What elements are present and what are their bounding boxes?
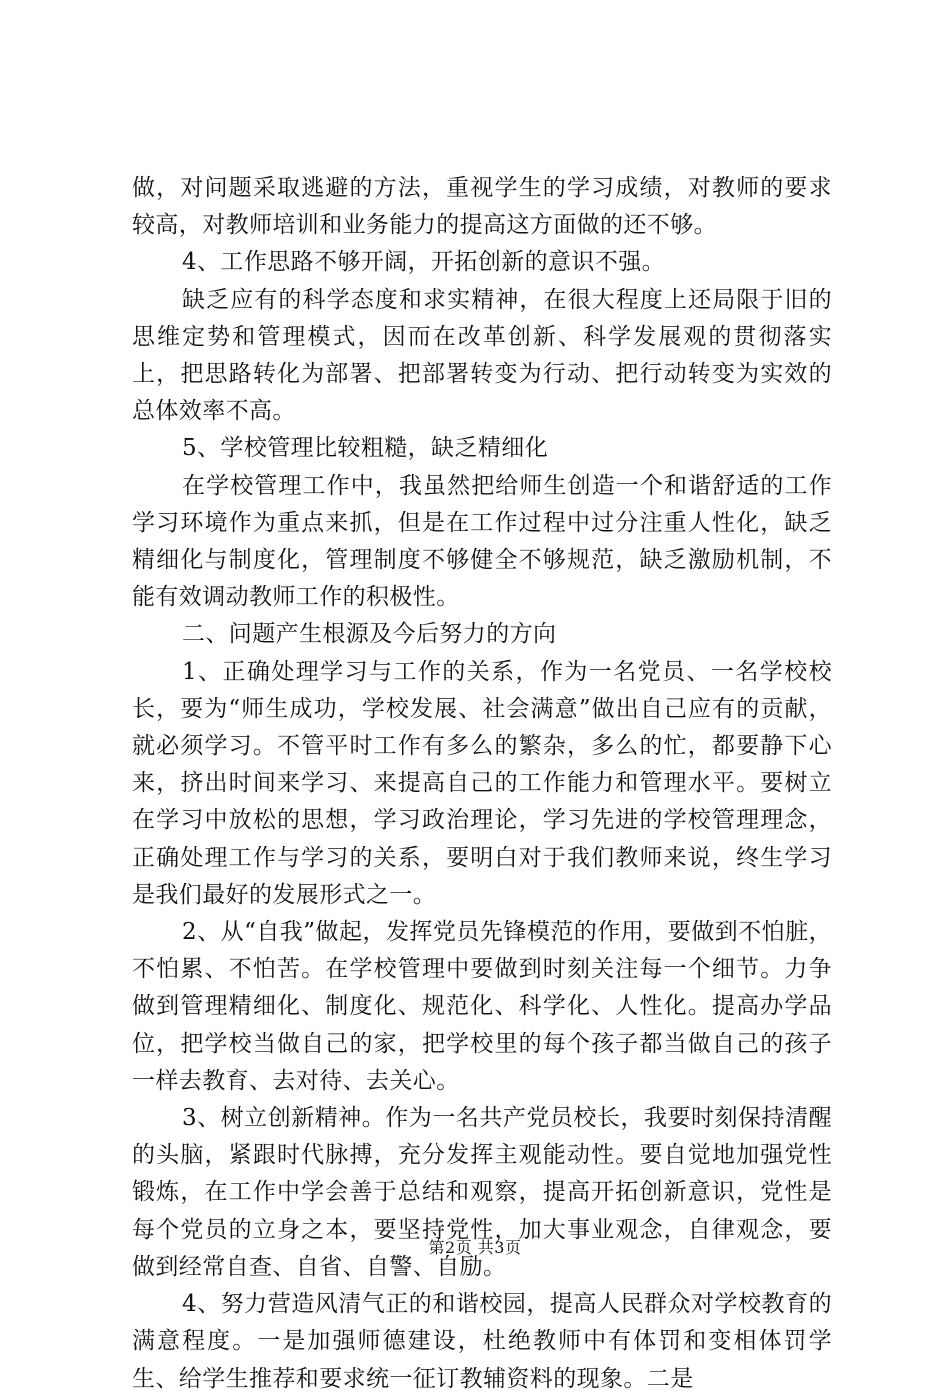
- paragraph-1: 做，对问题采取逃避的方法，重视学生的学习成绩，对教师的要求较高，对教师培训和业务能力的提高这方面做的还不够。: [132, 175, 832, 239]
- paragraph-10: 4、努力营造风清气正的和谐校园，提高人民群众对学校教育的满意程度。一是加强师德建设，杜绝教师中有体罚和变相体罚学生、给学生推荐和要求统一征订教辅资料的现象。二是: [132, 1291, 832, 1392]
- paragraph-2-heading: 4、工作思路不够开阔，开拓创新的意识不强。: [182, 249, 666, 276]
- paragraph-3: 缺乏应有的科学态度和求实精神，在很大程度上还局限于旧的思维定势和管理模式，因而在改革创新、科学发展观的贯彻落实上，把思路转化为部署、把部署转变为行动、把行动转变为实效的总体效率不高。: [132, 286, 832, 425]
- document-body: [132, 170, 832, 1398]
- paragraph-9: 3、树立创新精神。作为一名共产党员校长，我要时刻保持清醒的头脑，紧跟时代脉搏，充分发挥主观能动性。要自觉地加强党性锻炼，在工作中学会善于总结和观察，提高开拓创新意识，党性是每个党员的立身之本，要坚持党性，加大事业观念，自律观念，要做到经常自查、自省、自警、自励。: [132, 1105, 832, 1280]
- paragraph-7: 1、正确处理学习与工作的关系，作为一名党员、一名学校校长，要为“师生成功，学校发展、社会满意”做出自己应有的贡献，就必须学习。不管平时工作有多么的繁杂，多么的忙，都要静下心来，挤出时间来学习、来提高自己的工作能力和管理水平。要树立在学习中放松的思想，学习政治理论，学习先进的学校管理理念，正确处理工作与学习的关系，要明白对于我们教师来说，终生学习是我们最好的发展形式之一。: [132, 658, 832, 908]
- page-footer: 第2页 共3页: [428, 1238, 522, 1257]
- paragraph-4-heading: 5、学校管理比较粗糙，缺乏精细化: [182, 435, 549, 462]
- paragraph-6-section-heading: 二、问题产生根源及今后努力的方向: [182, 621, 557, 648]
- paragraph-5: 在学校管理工作中，我虽然把给师生创造一个和谐舒适的工作学习环境作为重点来抓，但是在工作过程中过分注重人性化，缺乏精细化与制度化，管理制度不够健全不够规范，缺乏激励机制，不能有效调动教师工作的积极性。: [132, 472, 832, 611]
- paragraph-8: 2、从“自我”做起，发挥党员先锋模范的作用，要做到不怕脏，不怕累、不怕苦。在学校管理中要做到时刻关注每一个细节。力争做到管理精细化、制度化、规范化、科学化、人性化。提高办学品位，把学校当做自己的家，把学校里的每个孩子都当做自己的孩子一样去教育、去对待、去关心。: [132, 919, 832, 1094]
